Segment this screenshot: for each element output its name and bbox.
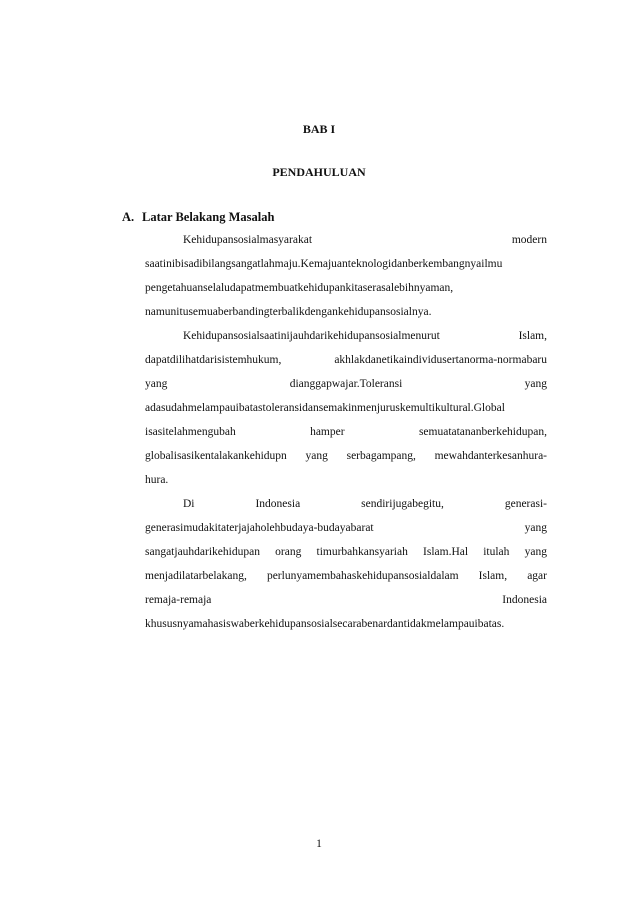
chapter-title: PENDAHULUAN	[272, 165, 366, 179]
word: pengetahuanselaludapatmembuatkehidupankitaserasalebihnyaman,	[145, 282, 454, 294]
word: generasi-	[504, 498, 547, 510]
word: perlunyamembahaskehidupansosialdalam	[266, 570, 459, 582]
section-title: Latar Belakang Masalah	[142, 210, 275, 224]
word: yang	[305, 450, 328, 462]
word: agar	[527, 570, 547, 582]
text-line	[145, 473, 547, 497]
word: Kehidupansosialmasyarakat	[183, 234, 313, 246]
text-line	[145, 521, 547, 545]
word: remaja-remaja	[145, 594, 212, 606]
word: namunitusemuaberbandingterbalikdengankehidupansosialnya.	[145, 306, 432, 318]
word: hura.	[145, 474, 169, 486]
word: saatinibisadibilangsangatlahmaju.Kemajuanteknologidanberkembangnyailmu	[145, 258, 503, 270]
word: itulah	[483, 546, 510, 558]
word: Islam,	[518, 330, 547, 342]
word: dianggapwajar.Toleransi	[289, 378, 403, 390]
section-number: A.	[122, 210, 135, 224]
text-line	[145, 377, 547, 401]
word: Indonesia	[255, 498, 301, 510]
word: timurbahkansyariah	[316, 546, 408, 558]
word: dapatdilihatdarisistemhukum,	[145, 354, 282, 366]
chapter-heading: BAB I	[302, 122, 336, 136]
word: mewahdanterkesanhura-	[434, 450, 547, 462]
word: semuatatananberkehidupan,	[418, 426, 547, 438]
text-line	[145, 353, 547, 377]
word: sangatjauhdarikehidupan	[145, 546, 260, 558]
word: adasudahmelampauibatastoleransidansemakinmenjuruskemultikultural.Global	[145, 402, 505, 414]
body-text	[145, 233, 547, 641]
text-line	[145, 305, 547, 329]
text-line	[145, 617, 547, 641]
word: sendirijugabegitu,	[361, 498, 444, 510]
text-line	[145, 257, 547, 281]
text-line	[145, 593, 547, 617]
text-line	[145, 425, 547, 449]
page-number: 1	[316, 838, 322, 850]
word: akhlakdanetikaindividusertanorma-normabaru	[334, 354, 547, 366]
word: menjadilatarbelakang,	[145, 570, 247, 582]
text-line	[145, 401, 547, 425]
word: hamper	[310, 426, 345, 438]
word: modern	[511, 234, 547, 246]
word: Islam,	[478, 570, 508, 582]
word: Kehidupansosialsaatinijauhdarikehidupansosialmenurut	[183, 330, 440, 342]
word: yang	[145, 378, 168, 390]
word: isasitelahmengubah	[145, 426, 236, 438]
word: yang	[524, 378, 547, 390]
word: globalisasikentalakankehidupn	[145, 450, 287, 462]
word: serbagampang,	[346, 450, 416, 462]
text-line	[145, 497, 547, 521]
text-line	[145, 281, 547, 305]
word: Di	[183, 498, 195, 510]
word: Islam.Hal	[423, 546, 469, 558]
word: generasimudakitaterjajaholehbudaya-budayabarat	[145, 522, 374, 534]
word: khususnyamahasiswaberkehidupansosialsecarabenardantidakmelampauibatas.	[145, 618, 505, 630]
section-heading	[122, 210, 274, 225]
text-line	[145, 449, 547, 473]
text-line	[145, 233, 547, 257]
text-line	[145, 569, 547, 593]
text-line	[145, 545, 547, 569]
word: Indonesia	[502, 594, 547, 606]
word: yang	[524, 522, 547, 534]
word: yang	[524, 546, 547, 558]
text-line	[145, 329, 547, 353]
word: orang	[275, 546, 302, 558]
